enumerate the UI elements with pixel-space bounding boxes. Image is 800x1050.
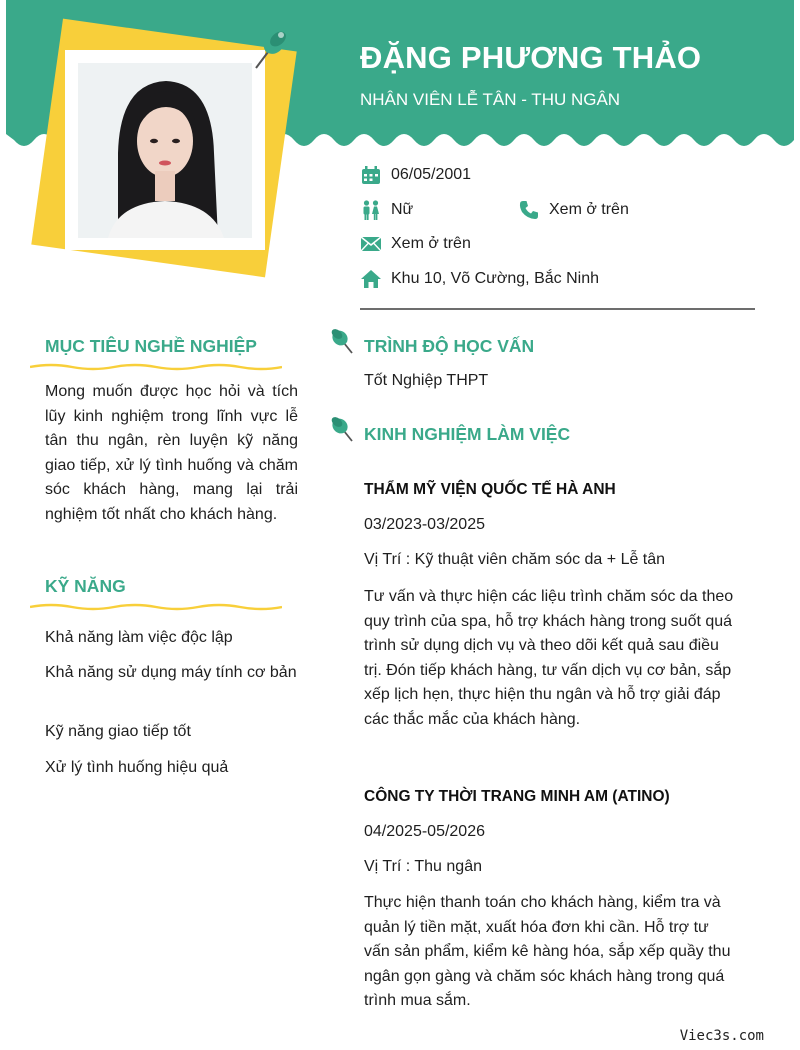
job-period: 04/2025-05/2026 [364,823,485,840]
education-heading: TRÌNH ĐỘ HỌC VẤN [364,336,535,356]
job-company: THẨM MỸ VIỆN QUỐC TẾ HÀ ANH [364,481,616,498]
gender-icon [360,200,382,220]
birthday-value: 06/05/2001 [391,166,472,183]
job-company: CÔNG TY THỜI TRANG MINH AM (ATINO) [364,788,670,805]
address-value: Khu 10, Võ Cường, Bắc Ninh [391,270,599,287]
skill-item: Khả năng sử dụng máy tính cơ bản [45,664,297,681]
job-description: Tư vấn và thực hiện các liệu trình chăm sóc da theo quy trình của spa, hỗ trợ khách hàng trong suốt quá trình sử dụng dịch vụ và theo dõi kết quả sau điều trị. Đón tiếp khách hàng, tư vấn dịch vụ cơ bản, sắp xếp lịch hẹn, thực hiện thu ngân và hỗ trợ giải đáp các thắc mắc của khách hàng. [364,588,734,728]
job-description: Thực hiện thanh toán cho khách hàng, kiểm tra và quản lý tiền mặt, xuất hóa đơn khi cần. Hỗ trợ tư vấn sản phẩm, kiểm kê hàng hóa, sắp xếp quầy thu ngân gọn gàng và chăm sóc khách hàng trong quá trình mua sắm. [364,894,731,1010]
objective-underline [30,362,282,372]
photo-frame [65,50,265,250]
phone-icon [518,200,540,220]
pushpin-icon [330,327,356,355]
calendar-icon [360,165,382,185]
education-text: Tốt Nghiệp THPT [364,372,489,389]
email-row [360,234,471,254]
watermark: Viec3s.com [679,1028,764,1044]
skill-item: Kỹ năng giao tiếp tốt [45,723,191,740]
home-icon [360,269,382,289]
address-row [360,269,599,289]
skills-heading: KỸ NĂNG [45,576,126,596]
gender-value: Nữ [391,201,414,218]
header-divider [360,308,755,310]
job-position: Vị Trí : Thu ngân [364,858,482,875]
skill-item: Khả năng làm việc độc lập [45,629,233,646]
email-value: Xem ở trên [391,235,471,252]
email-icon [360,234,382,254]
candidate-name: ĐẶNG PHƯƠNG THẢO [360,40,702,75]
objective-text: Mong muốn được học hỏi và tích lũy kinh nghiệm trong lĩnh vực lễ tân thu ngân, rèn luyện kỹ năng giao tiếp, xử lý tình huống và chăm sóc khách hàng, mang lại trải nghiệm tốt nhất cho khách hàng. [45,383,298,523]
skill-item: Xử lý tình huống hiệu quả [45,759,229,776]
candidate-title: NHÂN VIÊN LỄ TÂN - THU NGÂN [360,90,621,109]
phone-value: Xem ở trên [549,201,629,218]
gender-row [360,200,413,220]
pushpin-icon [248,26,292,74]
experience-heading: KINH NGHIỆM LÀM VIỆC [364,424,571,444]
job-position: Vị Trí : Kỹ thuật viên chăm sóc da + Lễ tân [364,551,666,568]
phone-row [518,200,629,220]
birthday-row [360,165,471,185]
job-period: 03/2023-03/2025 [364,516,485,533]
pushpin-icon [330,415,356,443]
objective-heading: MỤC TIÊU NGHỀ NGHIỆP [45,336,257,356]
skills-underline [30,602,282,612]
avatar [78,63,252,238]
